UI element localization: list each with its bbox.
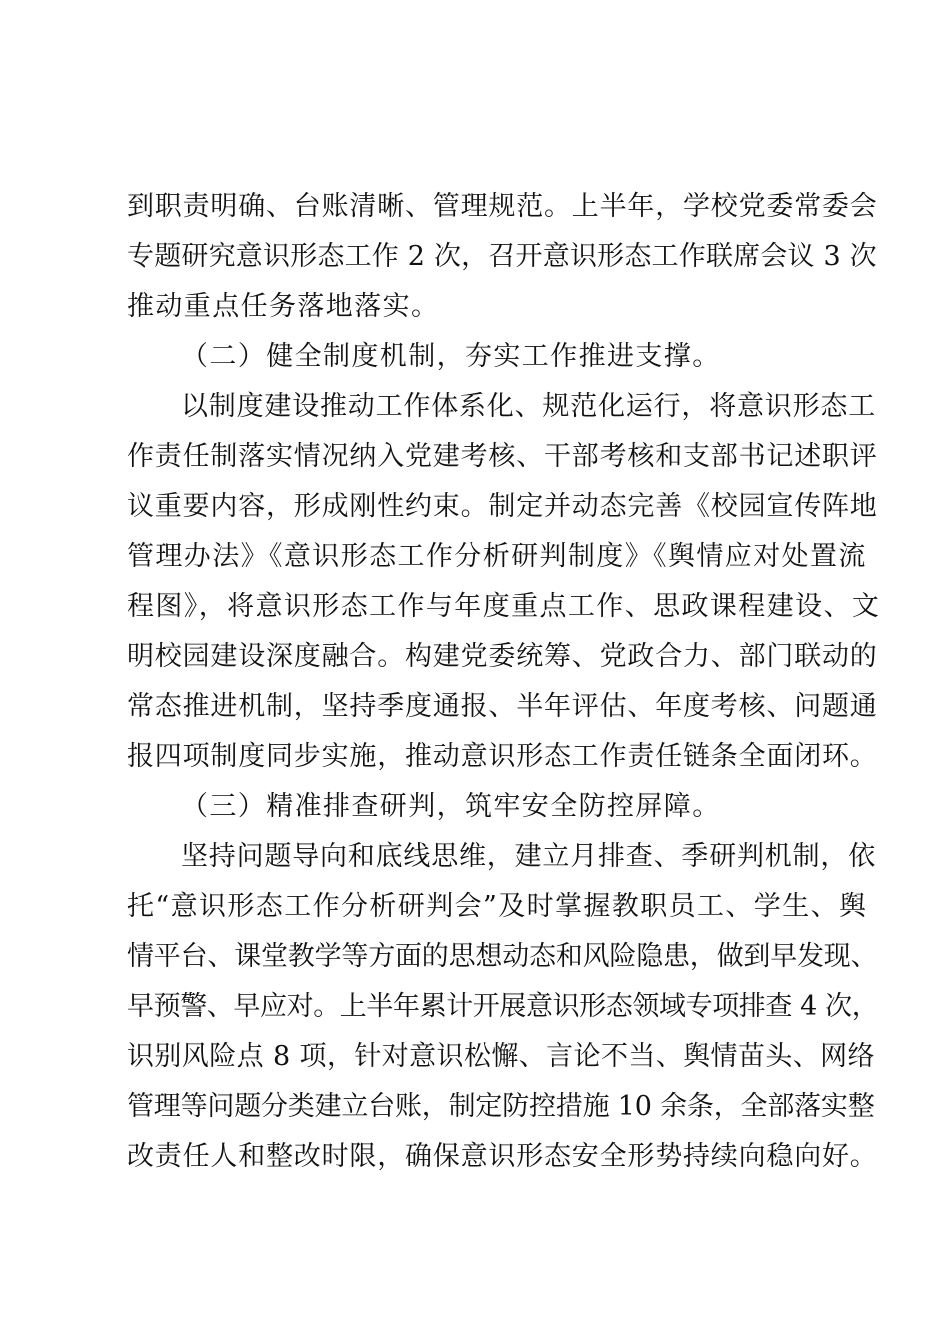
section-heading-3: （三）精准排查研判，筑牢安全防控屏障。 [181,791,721,822]
body-line: 明校园建设深度融合。构建党委统筹、党政合力、部门联动的 [127,641,878,672]
body-line: 识别风险点 8 项，针对意识松懈、言论不当、舆情苗头、网络 [127,1041,875,1072]
section-heading-2: （二）健全制度机制，夯实工作推进支撑。 [181,341,721,372]
body-line: 情平台、课堂教学等方面的思想动态和风险隐患，做到早发现、 [127,941,878,972]
body-line: 管理办法》《意识形态工作分析研判制度》《舆情应对处置流 [127,541,867,572]
body-line: 以制度建设推动工作体系化、规范化运行，将意识形态工 [181,391,876,422]
body-line: 专题研究意识形态工作 2 次，召开意识形态工作联席会议 3 次 [127,241,877,272]
body-line: 推动重点任务落地落实。 [127,291,440,322]
body-line: 早预警、早应对。上半年累计开展意识形态领域专项排查 4 次， [127,991,879,1022]
body-line: 议重要内容，形成刚性约束。制定并动态完善《校园宣传阵地 [127,491,878,522]
body-line: 管理等问题分类建立台账，制定防控措施 10 余条，全部落实整 [127,1091,875,1122]
body-line: 程图》，将意识形态工作与年度重点工作、思政课程建设、文 [127,591,881,622]
body-line: 报四项制度同步实施，推动意识形态工作责任链条全面闭环。 [127,741,878,772]
body-line: 常态推进机制，坚持季度通报、半年评估、年度考核、问题通 [127,691,878,722]
body-line: 作责任制落实情况纳入党建考核、干部考核和支部书记述职评 [127,441,878,472]
body-line: 坚持问题导向和底线思维，建立月排查、季研判机制，依 [181,841,876,872]
body-line: 托“意识形态工作分析研判会”及时掌握教职员工、学生、舆 [127,891,868,922]
body-line: 到职责明确、台账清晰、管理规范。上半年，学校党委常委会 [127,191,878,222]
body-line: 改责任人和整改时限，确保意识形态安全形势持续向稳向好。 [127,1141,878,1172]
